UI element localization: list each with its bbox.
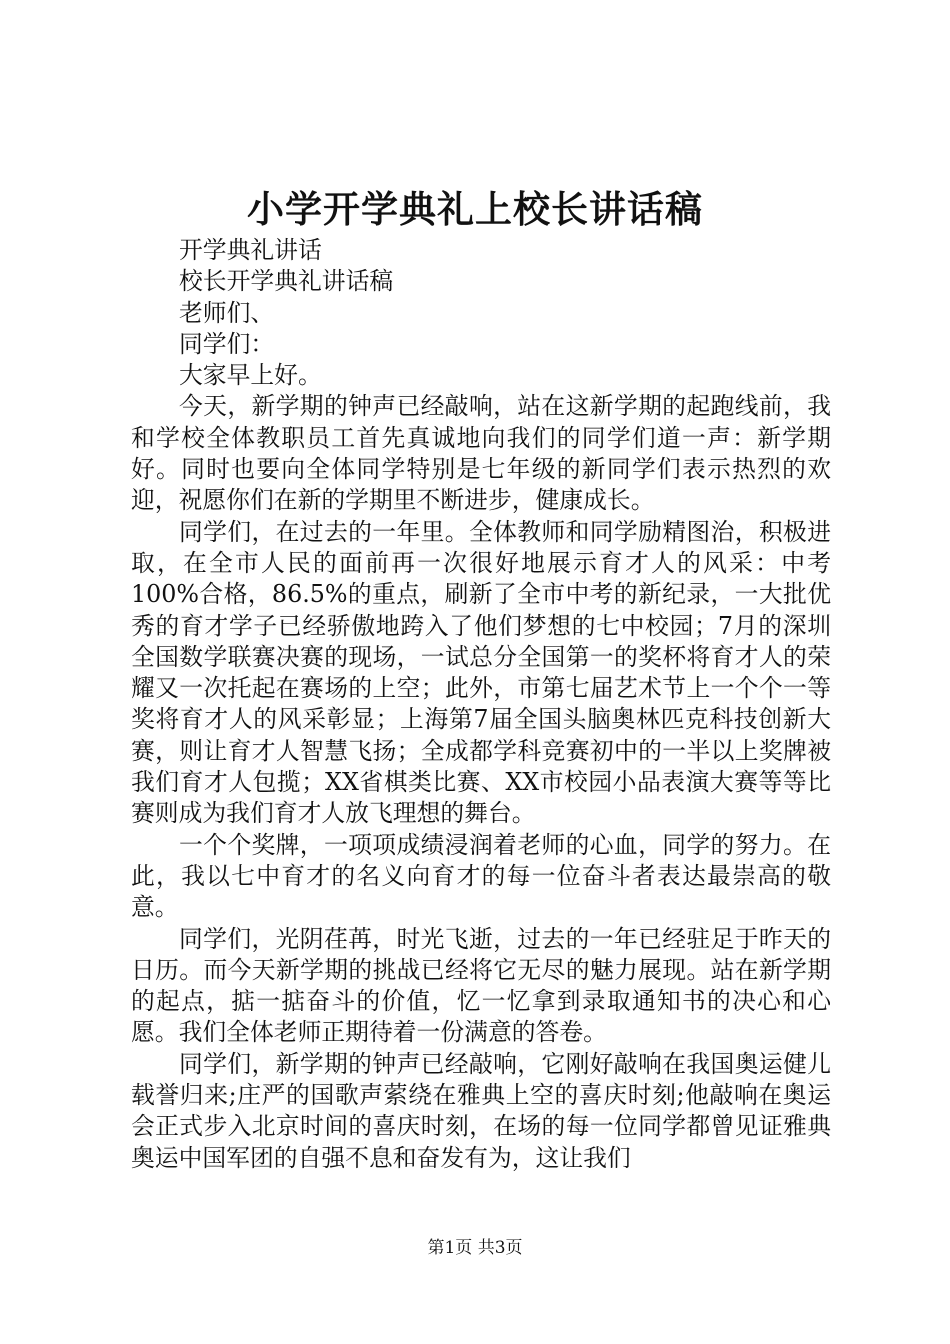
page-footer: 第1页 共3页 [427, 1238, 523, 1258]
paragraph-salutation-teachers: 老师们、 [179, 298, 275, 327]
paragraph: 同学们，光阴荏苒，时光飞逝，过去的一年已经驻足于昨天的日历。而今天新学期的挑战已经将它无尽的魅力展现。站在新学期的起点，掂一掂奋斗的价值，忆一忆拿到录取通知书的决心和心愿。我们全体老师正期待着一份满意的答卷。 [131, 924, 831, 1047]
document-body [131, 235, 831, 1174]
document-title: 小学开学典礼上校长讲话稿 [247, 188, 703, 231]
paragraph-subtitle-1: 开学典礼讲话 [179, 236, 322, 264]
paragraph: 今天，新学期的钟声已经敲响，站在这新学期的起跑线前，我和学校全体教职员工首先真诚地向我们的同学们道一声：新学期好。同时也要向全体同学特别是七年级的新同学们表示热烈的欢迎，祝愿你们在新的学期里不断进步，健康成长。 [131, 392, 831, 515]
paragraph: 同学们，在过去的一年里。全体教师和同学励精图治，积极进取，在全市人民的面前再一次很好地展示育才人的风采：中考100%合格，86.5%的重点，刷新了全市中考的新纪录，一大批优秀的育才学子已经骄傲地跨入了他们梦想的七中校园；7月的深圳全国数学联赛决赛的现场，一试总分全国第一的奖杯将育才人的荣耀又一次托起在赛场的上空；此外，市第七届艺术节上一个个一等奖将育才人的风采彰显；上海第7届全国头脑奥林匹克科技创新大赛，则让育才人智慧飞扬；全成都学科竞赛初中的一半以上奖牌被我们育才人包揽；XX省棋类比赛、XX市校园小品表演大赛等等比赛则成为我们育才人放飞理想的舞台。 [131, 517, 831, 828]
paragraph-subtitle-2: 校长开学典礼讲话稿 [179, 267, 394, 296]
paragraph-salutation-students: 同学们： [179, 329, 275, 358]
paragraph-greeting: 大家早上好。 [179, 361, 322, 390]
paragraph: 同学们，新学期的钟声已经敲响，它刚好敲响在我国奥运健儿载誉归来;庄严的国歌声萦绕在雅典上空的喜庆时刻;他敲响在奥运会正式步入北京时间的喜庆时刻，在场的每一位同学都曾见证雅典奥运中国军团的自强不息和奋发有为，这让我们 [131, 1049, 831, 1172]
paragraph: 一个个奖牌，一项项成绩浸润着老师的心血，同学的努力。在此，我以七中育才的名义向育才的每一位奋斗者表达最崇高的敬意。 [131, 830, 831, 922]
